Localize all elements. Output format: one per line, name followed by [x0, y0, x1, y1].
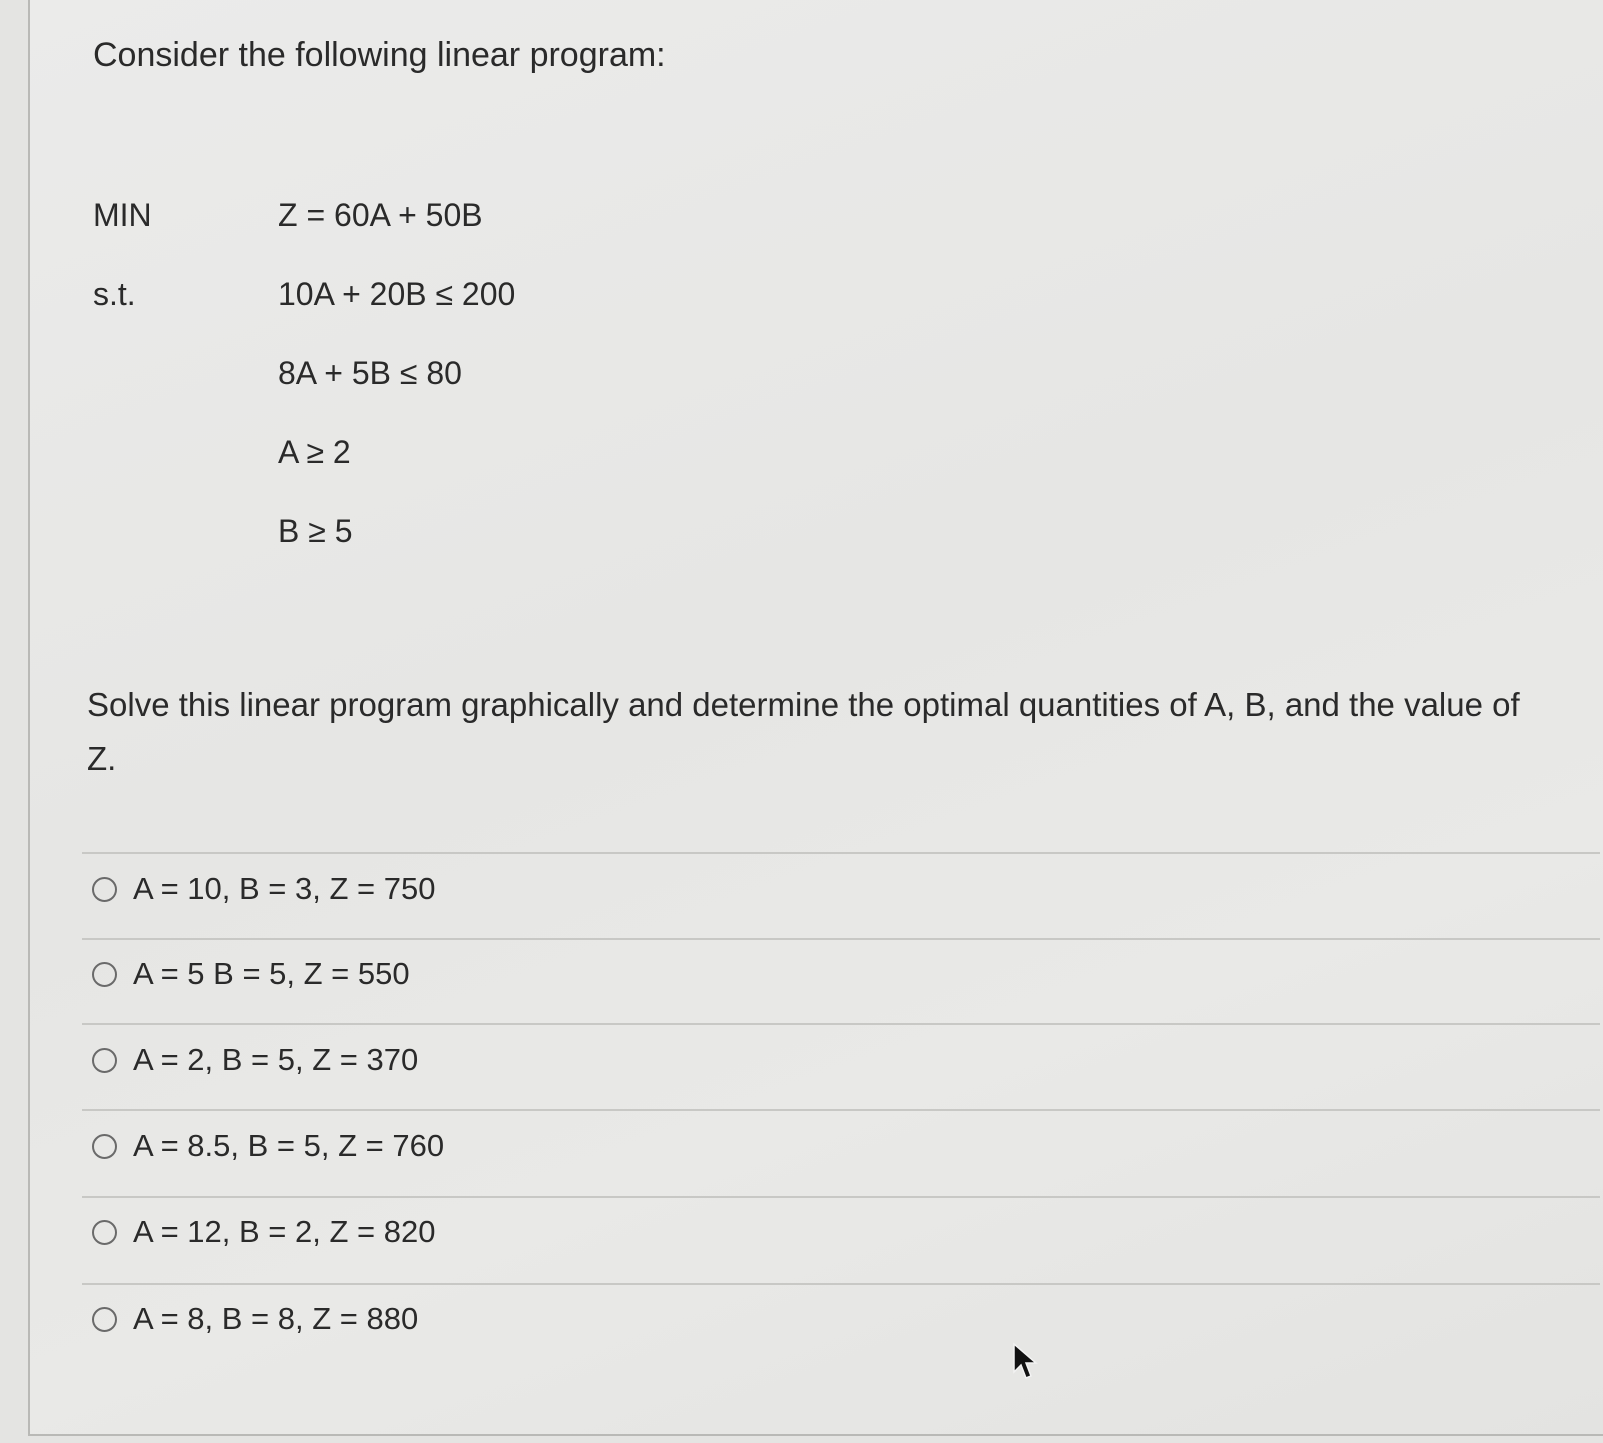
- answer-option-label: A = 2, B = 5, Z = 370: [133, 1042, 419, 1077]
- answer-option-label: A = 12, B = 2, Z = 820: [133, 1214, 436, 1249]
- answer-option-2[interactable]: [92, 951, 410, 997]
- divider: [82, 1023, 1600, 1025]
- divider: [82, 852, 1600, 854]
- radio-unselected-icon[interactable]: [92, 1307, 117, 1332]
- answer-option-6[interactable]: [92, 1296, 418, 1342]
- radio-unselected-icon[interactable]: [92, 877, 117, 902]
- radio-unselected-icon[interactable]: [92, 1134, 117, 1159]
- answer-option-3[interactable]: [92, 1037, 418, 1083]
- constraint-expression: A ≥ 2: [278, 434, 351, 470]
- constraint-expression: 8A + 5B ≤ 80: [278, 355, 462, 391]
- divider: [82, 1283, 1600, 1285]
- constraint-expression: B ≥ 5: [278, 513, 353, 549]
- radio-unselected-icon[interactable]: [92, 1048, 117, 1073]
- constraints-label: s.t.: [93, 276, 136, 312]
- answer-option-label: A = 10, B = 3, Z = 750: [133, 871, 436, 906]
- answer-option-4[interactable]: [92, 1123, 444, 1169]
- answer-option-label: A = 5 B = 5, Z = 550: [133, 956, 410, 991]
- answer-option-label: A = 8, B = 8, Z = 880: [133, 1301, 419, 1336]
- divider: [82, 1196, 1600, 1198]
- divider: [82, 938, 1600, 940]
- constraint-expression: 10A + 20B ≤ 200: [278, 276, 516, 312]
- question-title: Consider the following linear program:: [93, 36, 666, 74]
- mouse-pointer-icon: [1010, 1342, 1040, 1382]
- objective-label: MIN: [93, 197, 152, 233]
- answer-option-label: A = 8.5, B = 5, Z = 760: [133, 1128, 445, 1163]
- objective-expression: Z = 60A + 50B: [278, 197, 483, 233]
- radio-unselected-icon[interactable]: [92, 1220, 117, 1245]
- answer-option-1[interactable]: [92, 866, 435, 912]
- answer-option-5[interactable]: [92, 1209, 435, 1255]
- question-prompt: Solve this linear program graphically and determine the optimal quantities of A, B, and the value of Z.: [87, 686, 1520, 777]
- radio-unselected-icon[interactable]: [92, 962, 117, 987]
- divider: [82, 1109, 1600, 1111]
- question-panel: [28, 0, 1603, 1436]
